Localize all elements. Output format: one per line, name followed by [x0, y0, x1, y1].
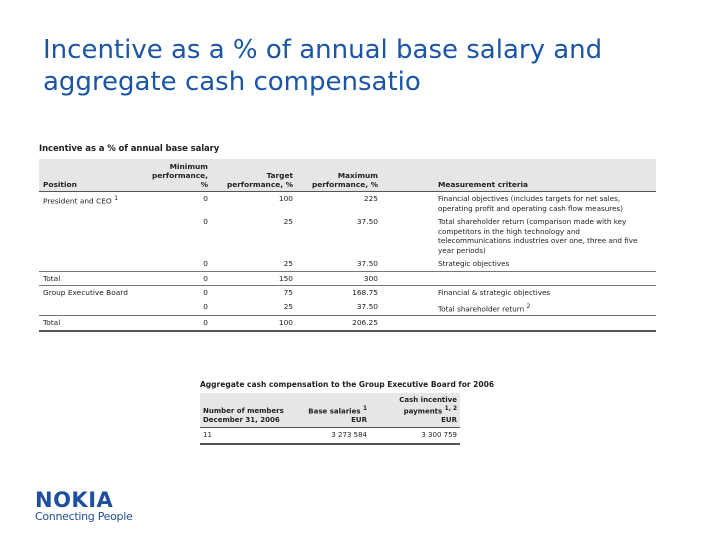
row-criteria: Strategic objectives — [438, 259, 510, 268]
table-row-total — [39, 316, 656, 331]
row-cash-incentive: 3 300 759 — [370, 428, 460, 445]
row-position: Total — [39, 316, 142, 331]
header-spacer — [382, 159, 434, 192]
nokia-wordmark: NOKIA — [35, 488, 114, 512]
row-position: Group Executive Board — [39, 286, 142, 300]
row-target: 25 — [283, 259, 293, 268]
slide-title-line-2: aggregate cash compensatio — [43, 67, 421, 97]
row-maximum: 300 — [297, 271, 382, 286]
nokia-tagline: Connecting People — [35, 510, 133, 523]
row-position — [39, 300, 142, 316]
row-maximum: 168.75 — [297, 286, 382, 300]
row-minimum: 0 — [203, 259, 208, 268]
row-criteria: Financial & strategic objectives — [434, 286, 656, 300]
nokia-logo — [35, 488, 133, 524]
header-position: Position — [39, 159, 142, 192]
row-minimum: 0 — [203, 301, 208, 311]
row-base-salaries: 3 273 584 — [290, 428, 370, 445]
table-row — [39, 257, 656, 271]
row-criteria: Financial objectives (includes targets for net sales, operating profit and operating cash flow measures) — [438, 194, 624, 213]
row-maximum: 37.50 — [356, 301, 378, 311]
table-row — [200, 428, 460, 445]
row-minimum: 0 — [142, 271, 212, 286]
row-criteria — [434, 271, 656, 286]
row-maximum: 206.25 — [297, 316, 382, 331]
table-row-total — [39, 271, 656, 286]
row-position — [39, 215, 142, 257]
header-members: Number of members December 31, 2006 — [200, 393, 290, 428]
header-minimum: Minimum performance, % — [142, 159, 212, 192]
aggregate-table — [200, 393, 460, 445]
row-criteria: Total shareholder return $^2$ — [438, 302, 531, 313]
aggregate-table-header-row — [200, 393, 460, 428]
row-target: 100 — [278, 194, 293, 203]
table-row — [39, 192, 656, 216]
row-target: 150 — [212, 271, 297, 286]
incentive-table-header-row — [39, 159, 656, 192]
header-base-salaries: Base salaries $^1$ EUR — [290, 393, 370, 428]
row-target: 75 — [212, 286, 297, 300]
row-criteria: Total shareholder return (comparison made with key competitors in the high technology and telecommunications industries over one, three and five year periods) — [438, 217, 638, 255]
slide-title — [43, 34, 703, 98]
row-minimum: 0 — [142, 316, 212, 331]
row-maximum: 225 — [363, 194, 378, 203]
header-criteria: Measurement criteria — [434, 159, 656, 192]
header-cash-incentive: Cash incentive payments $^{1, 2}$ EUR — [370, 393, 460, 428]
incentive-table-caption: Incentive as a % of annual base salary — [39, 144, 220, 154]
row-position: President and CEO $^1$ — [43, 195, 119, 206]
row-maximum: 37.50 — [356, 217, 378, 226]
row-position — [39, 257, 142, 271]
table-row — [39, 215, 656, 257]
row-target: 25 — [283, 301, 293, 311]
row-criteria — [434, 316, 656, 331]
row-minimum: 0 — [142, 286, 212, 300]
table-row — [39, 286, 656, 300]
row-maximum: 37.50 — [356, 259, 378, 268]
slide-title-line-1: Incentive as a % of annual base salary and — [43, 35, 603, 65]
header-target: Target performance, % — [212, 159, 297, 192]
row-target: 100 — [212, 316, 297, 331]
row-minimum: 0 — [203, 217, 208, 226]
row-target: 25 — [283, 217, 293, 226]
incentive-table — [39, 159, 656, 332]
aggregate-table-caption: Aggregate cash compensation to the Group Executive Board for 2006 — [200, 380, 495, 389]
incentive-table-section — [39, 144, 656, 332]
row-minimum: 0 — [203, 194, 208, 203]
header-maximum: Maximum performance, % — [297, 159, 382, 192]
row-members: 11 — [200, 428, 290, 445]
table-row — [39, 300, 656, 316]
row-position: Total — [39, 271, 142, 286]
aggregate-table-section — [200, 380, 495, 445]
